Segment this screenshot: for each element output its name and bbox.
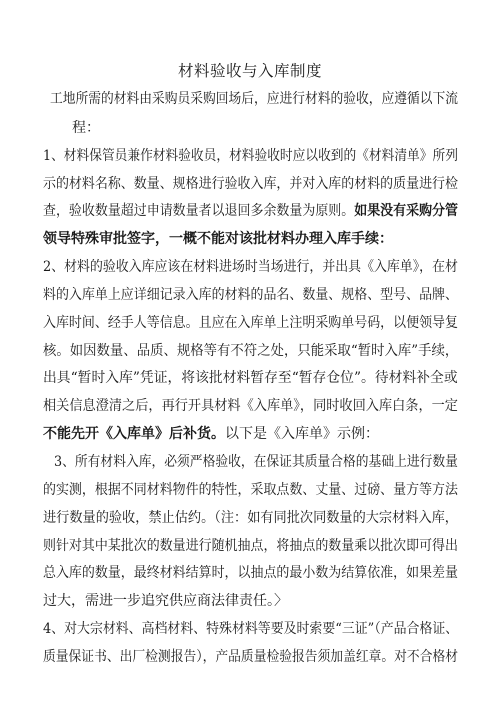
body-text: 入库时间、经手人等信息。且应在入库单上注明采购单号码，以便领导复: [43, 315, 458, 331]
body-text: 相关信息澄清之后，再行开具材料《入库单》，同时收回入库白条，一定: [43, 398, 458, 414]
body-text: 程：: [72, 120, 100, 136]
body-line: [43, 647, 458, 667]
body-line: [43, 313, 458, 333]
body-line: [43, 229, 393, 249]
body-line: [72, 118, 100, 138]
body-text: 的实测，根据不同材料物件的特性，采取点数、丈量、过磅、量方等方法: [43, 482, 458, 498]
body-line: [43, 285, 458, 305]
body-line: [54, 452, 458, 472]
body-line: [43, 257, 458, 277]
body-line: [43, 480, 458, 500]
body-text: 1、材料保管员兼作材料验收员，材料验收时应以收到的《材料清单》所列: [43, 148, 458, 164]
body-line: [43, 146, 458, 166]
document-title: 材料验收与入库制度: [177, 62, 322, 80]
bold-text: 领导特殊审批签字，一概不能对该批材料办理入库手续：: [43, 231, 393, 247]
body-text: 则针对其中某批次的数量进行随机抽点，将抽点的数量乘以批次即可得出: [43, 538, 458, 554]
body-line: [43, 368, 458, 388]
body-line: [43, 563, 458, 583]
body-text: 工地所需的材料由采购员采购回场后，应进行材料的验收，应遵循以下流: [50, 91, 458, 107]
body-line: [43, 201, 458, 221]
body-line: [43, 508, 458, 528]
body-text: 料的入库单上应详细记录入库的材料的品名、数量、规格、型号、品牌、: [43, 287, 458, 303]
body-line: [43, 536, 458, 556]
body-line: [43, 591, 288, 611]
body-text: 3、所有材料入库，必须严格验收，在保证其质量合格的基础上进行数量: [54, 454, 458, 470]
body-line: [43, 424, 379, 444]
body-text: 出具“暂时入库”凭证，将该批材料暂存至“暂存仓位”。待材料补全或: [43, 370, 458, 386]
bold-text: 不能先开《入库单》后补货。: [43, 426, 225, 442]
body-text: 以下是《入库单》示例：: [225, 426, 379, 442]
body-text: 质量保证书、出厂检测报告），产品质量检验报告须加盖红章。对不合格材: [43, 649, 459, 665]
body-text: 4、对大宗材料、高档材料、特殊材料等要及时索要“三证”（产品合格证、: [43, 621, 459, 637]
body-text: 核。如因数量、品质、规格等有不符之处，只能采取“暂时入库”手续，: [43, 343, 459, 359]
body-text: 查，验收数量超过申请数量者以退回多余数量为原则。: [43, 203, 355, 219]
body-line: [43, 619, 458, 639]
body-text: 过大，需进一步追究供应商法律责任。〉: [43, 593, 288, 609]
body-line: [43, 396, 458, 416]
body-line: [50, 89, 458, 109]
body-text: 2、材料的验收入库应该在材料进场时当场进行，并出具《入库单》，在材: [43, 259, 458, 275]
body-text: 示的材料名称、数量、规格进行验收入库，并对入库的材料的质量进行检: [43, 176, 458, 192]
body-text: 进行数量的验收，禁止估约。（注：如有同批次同数量的大宗材料入库，: [43, 510, 458, 526]
body-line: [43, 341, 458, 361]
body-text: 总入库的数量，最终材料结算时，以抽点的最小数为结算依准，如果差量: [43, 565, 458, 581]
bold-text: 如果没有采购分管: [354, 203, 458, 219]
body-line: [43, 174, 458, 194]
